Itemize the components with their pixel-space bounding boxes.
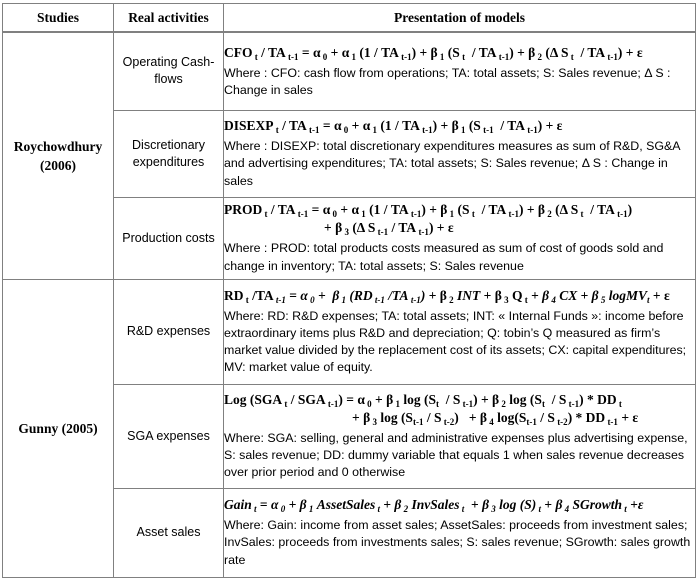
study-name: Roychowdhury: [13, 138, 103, 154]
table-row: [3, 279, 696, 384]
model-description: Where: SGA: selling, general and administrative expenses plus advertising expense, S: sales revenue; DD: dummy variable that equals 1 when sales revenue decreases over prior period and 0 otherwise: [224, 430, 688, 480]
model-equation: CFO $_t$ / TA $_{t-1}$ = α $_0$ + α $_1$ (1 / TA $_{t-1}$) + β $_1$ (S $_t$ / TA $_{t-1}$) + β $_2$ (Δ S $_t$ / TA $_{t-1}$) + ε: [224, 44, 643, 62]
activity-operating-cash-flows: Operating Cash-flows: [114, 32, 224, 110]
model-equation: RD $_t$ /TA $_{t-1}$ = α $_0$ + β $_1$ (RD $_{t-1}$ /TA $_{t-1}$) + β $_2$ INT + β $_3$ Q $_t$ + β $_4$ CX + β $_5$ logMV$_t$ + ε: [224, 287, 670, 305]
model-equation: Gain $_t$ = α $_0$ + β $_1$ AssetSales $_t$ + β $_2$ InvSales $_t$ + β $_3$ log (S) $_t$ + β $_4$ SGrowth $_t$ +ε: [224, 497, 644, 515]
model-equation-continuation: + β $_3$ $\log (S_{t-1}$ / S $_{t-2}$) + β $_4$ $\log(S_{t-1}$ / S $_{t-2}$) * DD $_{t-1}$ + ε: [352, 409, 639, 427]
header-activities: Real activities: [114, 4, 224, 33]
header-studies: Studies: [3, 4, 114, 33]
study-name: Gunny (2005): [18, 420, 98, 436]
model-description: Where : DISEXP: total discretionary expenditures measures as sum of R&D, SG&A and advertising expenditures; TA: total assets; S: Sales revenue; Δ S : Change in sales: [224, 139, 680, 188]
activity-asset-sales: Asset sales: [114, 488, 224, 577]
model-equation-continuation: + β $_3$ (Δ S $_{t-1}$ / TA $_{t-1}$) + ε: [324, 220, 454, 238]
model-cell: [224, 197, 696, 279]
model-equation: Log (SGA $_t$ / SGA $_{t-1}$) = α $_0$ + β $_1$ $\log (S_t$ / S $_{t-1}$) + β $_2$ $\log (S_t$ / S $_{t-1}$) * DD $_t$: [224, 391, 622, 409]
activity-production-costs: Production costs: [114, 197, 224, 279]
header-row: [3, 4, 696, 33]
activity-rd-expenses: R&D expenses: [114, 279, 224, 384]
model-description: Where: RD: R&D expenses; TA: total assets; INT: « Internal Funds »: income before extraordinary items plus R&D and depreciation; Q: tobin’s Q measured as firm’s market value divided by the replacement cost of its assets; CX: capital expenditures; MV: market value of equity.: [224, 308, 687, 375]
model-description: Where: Gain: income from asset sales; AssetSales: proceeds from investment sales; InvSales: proceeds from investments sales; S: sales revenue; SGrowth: sales growth rate: [224, 518, 691, 567]
study-year: (2006): [40, 157, 76, 173]
model-cell: [224, 110, 696, 197]
models-table: [2, 3, 696, 578]
activity-discretionary-expenditures: Discretionary expenditures: [114, 110, 224, 197]
study-roychowdhury: [3, 32, 114, 279]
model-equation: DISEXP $_t$ / TA $_{t-1}$ = α $_0$ + α $_1$ (1 / TA $_{t-1}$) + β $_1$ (S $_{t-1}$ / TA $_{t-1}$) + ε: [224, 118, 563, 136]
model-description: Where : PROD: total products costs measured as sum of cost of goods sold and change in inventory; TA: total assets; S: Sales revenue: [224, 241, 664, 273]
model-cell: [224, 32, 696, 110]
model-description: Where : CFO: cash flow from operations; TA: total assets; S: Sales revenue; Δ S : Change in sales: [224, 65, 671, 97]
header-models: Presentation of models: [224, 4, 696, 33]
table-row: [3, 32, 696, 110]
model-cell: [224, 488, 696, 577]
study-gunny: [3, 279, 114, 577]
model-equation: PROD $_t$ / TA $_{t-1}$ = α $_0$ + α $_1$ (1 / TA $_{t-1}$) + β $_1$ (S $_t$ / TA $_{t-1}$) + β $_2$ (Δ S $_t$ / TA $_{t-1}$): [224, 202, 633, 220]
model-cell: [224, 279, 696, 384]
model-cell: [224, 384, 696, 488]
activity-sga-expenses: SGA expenses: [114, 384, 224, 488]
